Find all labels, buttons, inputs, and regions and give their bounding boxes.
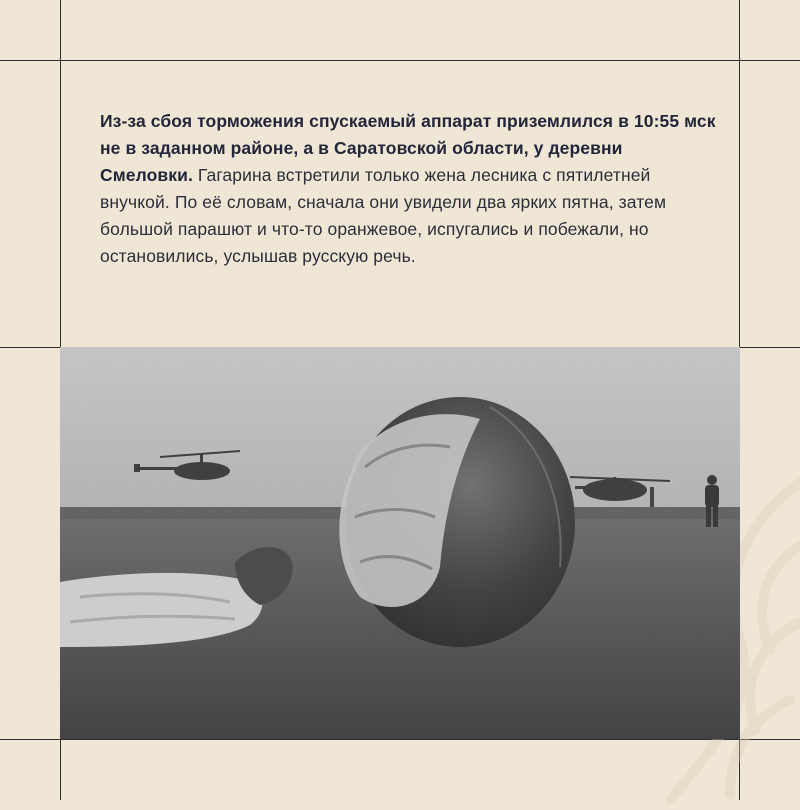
body-text — [100, 108, 720, 270]
body-text-bold: Из-за сбоя торможения спускаемый аппарат приземлился в 10:55 мск не в заданном районе, а в Саратовской области, у деревни Смеловки. — [100, 111, 716, 185]
frame-line-top — [0, 60, 800, 61]
capsule-landing-photo — [60, 347, 740, 739]
body-text-regular: Гагарина встретили только жена лесника с пятилетней внучкой. По её словам, сначала они увидели два ярких пятна, затем большой парашют и что-то оранжевое, испугались и побежали, но остановились, услышав русскую речь. — [100, 165, 667, 266]
